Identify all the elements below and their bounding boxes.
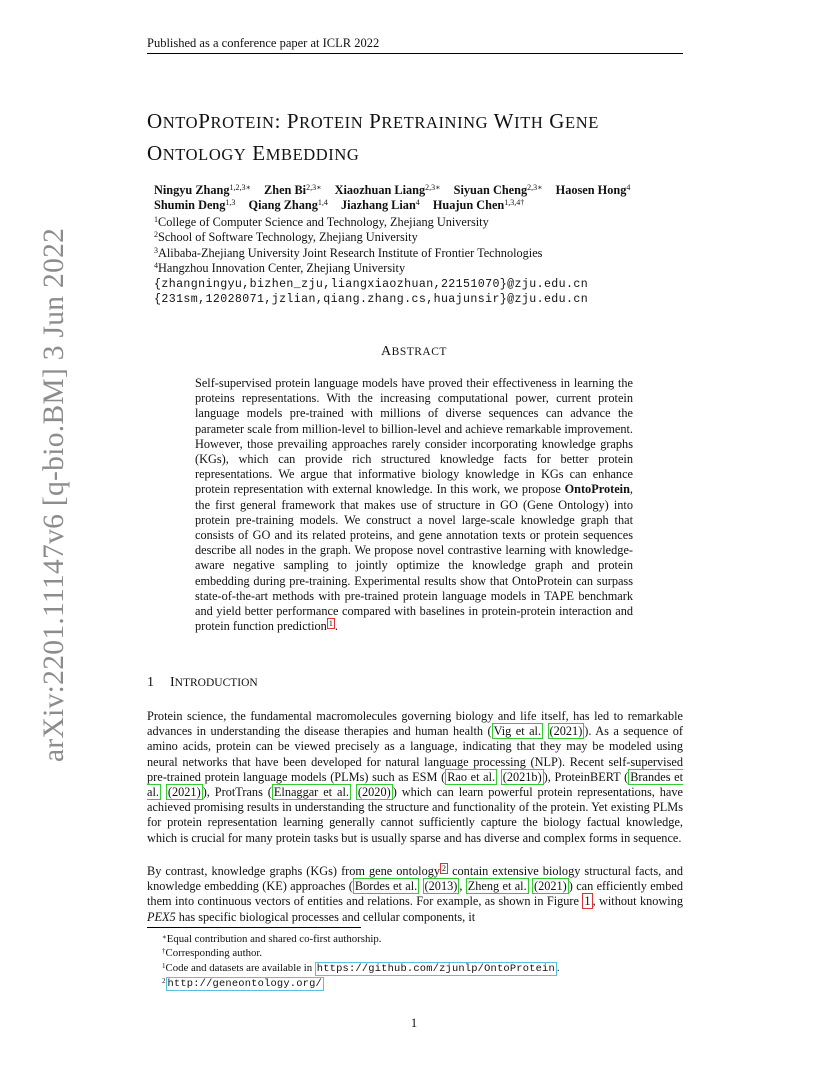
header-rule bbox=[147, 53, 683, 54]
footnote-rule bbox=[147, 927, 361, 928]
footnote: $^2$ http://geneontology.org/ bbox=[162, 977, 322, 990]
citation-link[interactable]: (2021) bbox=[167, 785, 201, 800]
footnote-link[interactable]: 1 bbox=[328, 619, 333, 629]
citation-link[interactable]: Bordes et al. bbox=[354, 879, 418, 894]
section-heading-introduction: 1 INTRODUCTION bbox=[147, 675, 258, 690]
abstract-text: Self-supervised protein language models have proved their effectiveness in learning the proteins representations. With the increasing computational power, current protein language models pre-trained with millions of diverse sequences can advance the parameter scale from million-level to billion-level and achieve remarkable improvement. However, those prevailing approaches rarely consider incorporating knowledge graphs (KGs), which can provide rich structured knowledge facts for better protein representations. We argue that informative biology knowledge in KGs can enhance protein representation with external knowledge. In this work, we propose OntoProtein, the first general framework that makes use of structure in GO (Gene Ontology) into protein pre-training models. We construct a novel large-scale knowledge graph that consists of GO and its related proteins, and gene annotation texts or protein sequences describe all nodes in the graph. We propose novel contrastive learning with knowledge-aware negative sampling to jointly optimize the knowledge graph and protein embedding during pre-training. Experimental results show that OntoProtein can surpass state-of-the-art methods with pre-trained protein language models in TAPE benchmark and yield better performance compared with baselines in protein-protein interaction and protein function prediction $^1$ . bbox=[195, 376, 633, 634]
citation-link[interactable]: (2020) bbox=[357, 785, 391, 800]
intro-paragraph-1: Protein science, the fundamental macromolecules governing biology and life itself, has led to remarkable advances in understanding the disease therapies and human health ( Vig et al. (2021) ). As a sequence of amino acids, protein can be viewed precisely as a language, indicating that they may be modeled using neural networks that have been developed for natural language processing (NLP). Recent self-supervised pre-trained protein language models (PLMs) such as ESM ( Rao et al. (2021b) ), ProteinBERT ( Brandes et al. (2021) ), ProtTrans ( Elnaggar et al. (2020) ) which can learn powerful protein representations, have achieved promising results in understanding the structure and functionality of the protein. Yet existing PLMs for protein representation learning generally cannot sufficiently capture the biology factual knowledge, which is crucial for many protein tasks but is usually sparse and has diverse and complex forms in sequence. bbox=[147, 709, 684, 845]
affiliation: $^4$Hangzhou Innovation Center, Zhejiang University bbox=[154, 261, 406, 275]
email-line: {231sm,12028071,jzlian,qiang.zhang.cs,huajunsir}@zju.edu.cn bbox=[154, 293, 589, 306]
footnote: $^1$Code and datasets are available in https://github.com/zjunlp/OntoProtein . bbox=[162, 962, 560, 975]
affiliation: $^2$School of Software Technology, Zhejiang University bbox=[154, 230, 418, 244]
citation-link[interactable]: Vig et al. bbox=[493, 724, 542, 739]
author-list bbox=[154, 183, 694, 213]
abstract-heading: ABSTRACT bbox=[381, 344, 447, 359]
citation-link[interactable]: (2013) bbox=[424, 879, 458, 894]
figure-link[interactable]: 1 bbox=[584, 894, 591, 909]
citation-link[interactable]: (2021) bbox=[533, 879, 567, 894]
author: Zhen $Bi^{2,3∗}$ bbox=[264, 183, 322, 197]
affiliation: $^1$College of Computer Science and Technology, Zhejiang University bbox=[154, 215, 489, 229]
footnote-link[interactable]: 2 bbox=[442, 864, 447, 873]
author-row-2 bbox=[154, 198, 694, 213]
title-line-2: ONTOLOGY EMBEDDING bbox=[147, 141, 360, 165]
paper-title bbox=[147, 106, 707, 170]
citation-link[interactable]: Brandes et al. bbox=[147, 769, 684, 800]
author-row-1 bbox=[154, 183, 694, 198]
affiliation: $^3$Alibaba-Zhejiang University Joint Research Institute of Frontier Technologies bbox=[154, 246, 543, 260]
intro-paragraph-2: By contrast, knowledge graphs (KGs) from gene ontology $^2$ contain extensive biology structural facts, and knowledge embedding (KE) approaches ( Bordes et al. (2013) , Zheng et al. (2021) ) can efficiently embed them into continuous vectors of entities and relations. For example, as shown in Figure 1 , without knowing PEX5 has specific biological processes and cellular components, it bbox=[147, 864, 684, 924]
author: Xiaozhuan Liang$^{2,3∗}$ bbox=[334, 183, 441, 197]
footnote: †Corresponding author. bbox=[162, 947, 263, 959]
author: Jiazhang Lian$^4$ bbox=[340, 198, 420, 212]
footnote: ∗Equal contribution and shared co-first authorship. bbox=[162, 933, 382, 945]
citation-link[interactable]: Elnaggar et al. bbox=[273, 785, 349, 800]
author: Qiang Zhang$^{1,4}$ bbox=[248, 198, 328, 212]
title-line-1: ONTOPROTEIN: PROTEIN PRETRAINING WITH GENE bbox=[147, 109, 599, 133]
author: Huajun Chen$^{1,3,4\dagger}$ bbox=[432, 198, 525, 212]
page-number: 1 bbox=[410, 1016, 418, 1030]
citation-link[interactable]: (2021b) bbox=[502, 769, 542, 784]
geneontology-link[interactable]: http://geneontology.org/ bbox=[167, 978, 322, 990]
author: Shumin Deng$^{1,3}$ bbox=[154, 198, 236, 212]
gene-name: PEX5 bbox=[147, 909, 176, 924]
running-head: Published as a conference paper at ICLR 2022 bbox=[147, 36, 380, 50]
citation-link[interactable]: Zheng et al. bbox=[467, 879, 527, 894]
author: Siyuan Cheng$^{2,3∗}$ bbox=[453, 183, 543, 197]
author: Haosen Hong$^4$ bbox=[555, 183, 631, 197]
email-line: {zhangningyu,bizhen_zju,liangxiaozhuan,22151070}@zju.edu.cn bbox=[154, 278, 589, 291]
citation-link[interactable]: Rao et al. bbox=[447, 769, 496, 784]
code-repo-link[interactable]: https://github.com/zjunlp/OntoProtein bbox=[316, 963, 555, 975]
citation-link[interactable]: (2021) bbox=[549, 724, 583, 739]
ontoprotein-bold: OntoProtein bbox=[564, 482, 630, 497]
author: Ningyu Zhang$^{1,2,3∗}$ bbox=[154, 183, 251, 197]
